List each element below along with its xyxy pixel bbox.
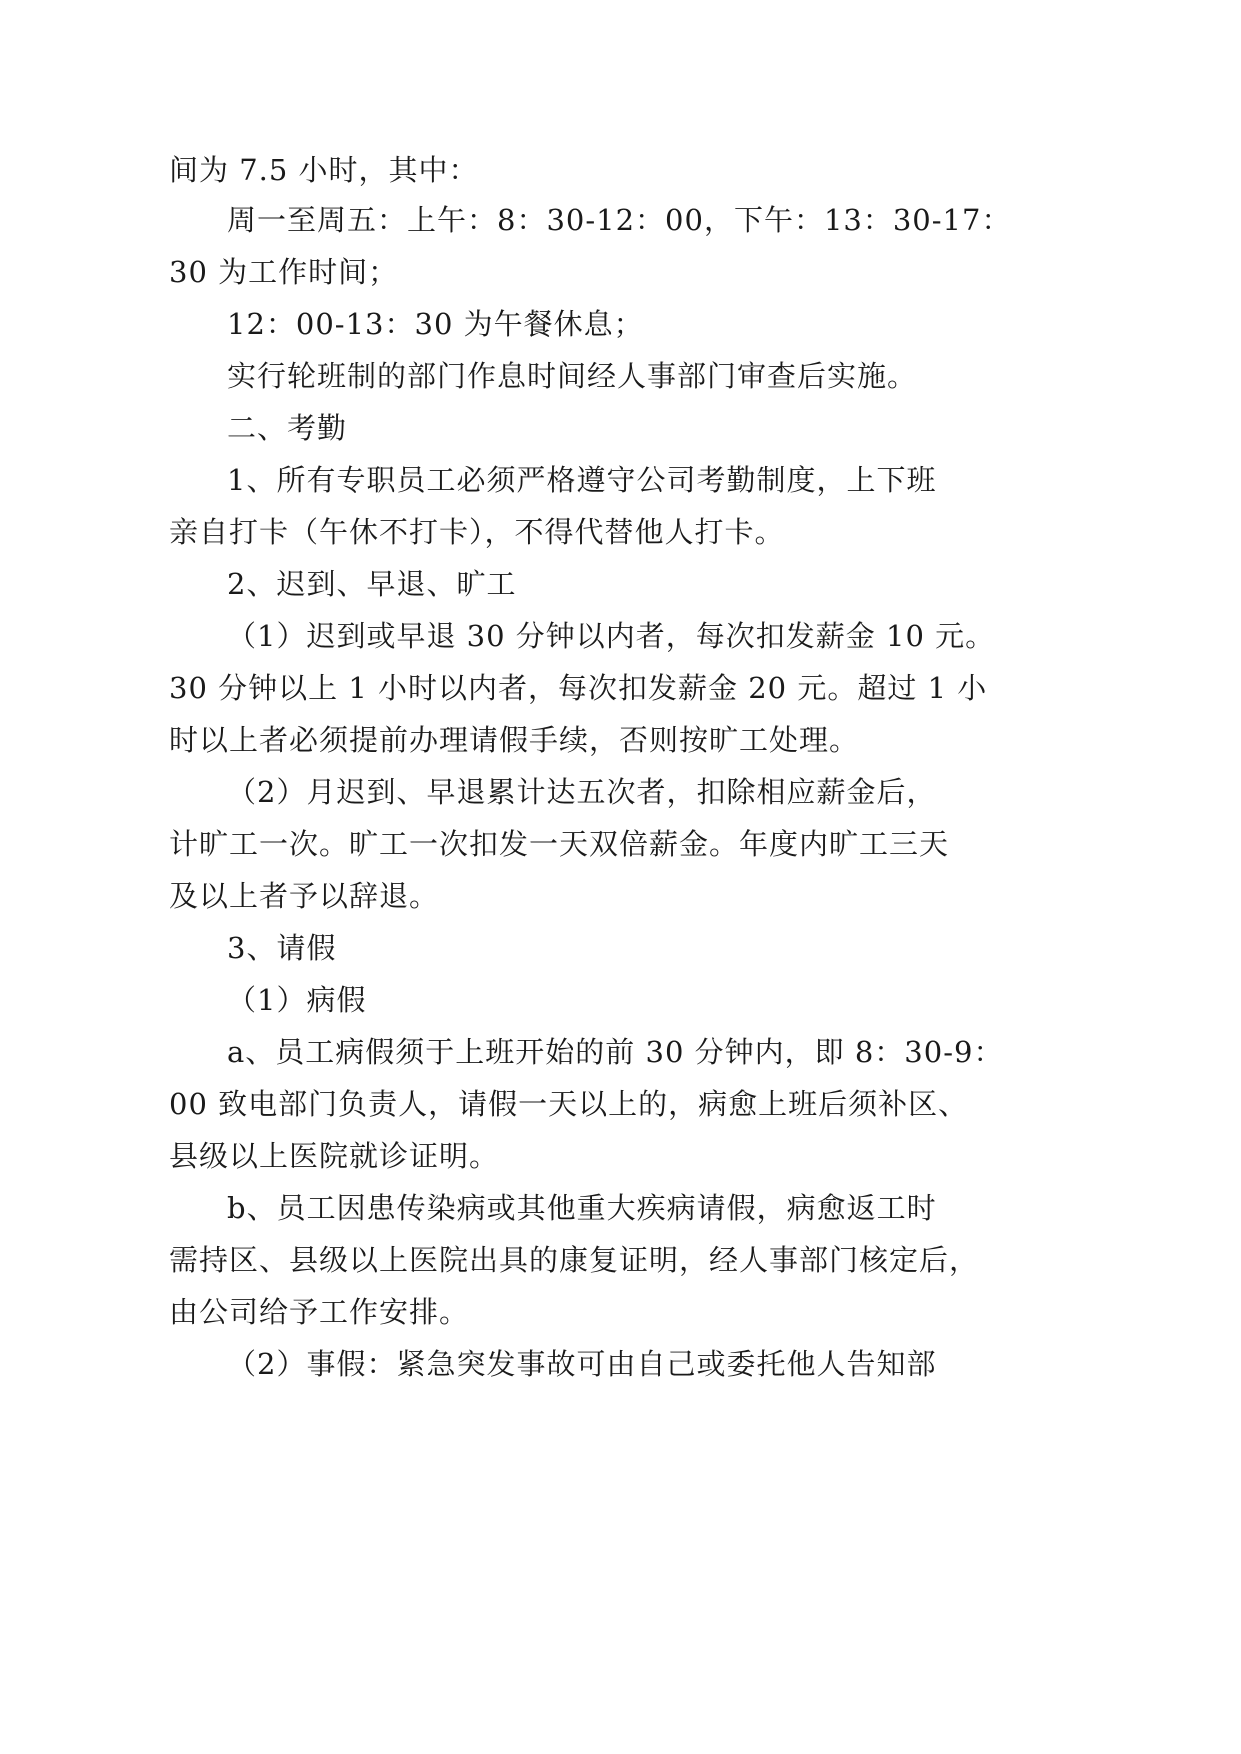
text-line: 周一至周五：上午：8：30-12：00，下午：13：30-17： [227,203,1012,237]
text-line: 由公司给予工作安排。 [169,1295,470,1329]
text-line: 30 为工作时间； [169,255,399,289]
text-line: 00 致电部门负责人，请假一天以上的，病愈上班后须补区、 [169,1087,969,1121]
text-line: （2）月迟到、早退累计达五次者，扣除相应薪金后， [227,775,937,809]
text-line: （1）迟到或早退 30 分钟以内者，每次扣发薪金 10 元。 [227,619,996,653]
text-line: a、员工病假须于上班开始的前 30 分钟内，即 8：30-9： [227,1035,1004,1069]
text-line: 12：00-13：30 为午餐休息； [227,307,644,341]
text-line: 亲自打卡（午休不打卡），不得代替他人打卡。 [169,515,785,549]
text-line: 县级以上医院就诊证明。 [169,1139,500,1173]
subsection-heading: 2、迟到、早退、旷工 [227,567,517,601]
text-line: 时以上者必须提前办理请假手续，否则按旷工处理。 [169,723,860,757]
text-line: （2）事假：紧急突发事故可由自己或委托他人告知部 [227,1347,937,1381]
text-line: 及以上者予以辞退。 [169,879,440,913]
text-line: 间为 7.5 小时，其中： [169,153,479,187]
text-line: 需持区、县级以上医院出具的康复证明，经人事部门核定后， [169,1243,980,1277]
section-heading: 二、考勤 [227,411,348,445]
text-line: 计旷工一次。旷工一次扣发一天双倍薪金。年度内旷工三天 [169,827,950,861]
text-line: b、员工因患传染病或其他重大疾病请假，病愈返工时 [227,1191,937,1225]
item-heading: （1）病假 [227,983,367,1017]
text-line: 30 分钟以上 1 小时以内者，每次扣发薪金 20 元。超过 1 小 [169,671,988,705]
text-line: 1、所有专职员工必须严格遵守公司考勤制度，上下班 [227,463,937,497]
subsection-heading: 3、请假 [227,931,337,965]
text-line: 实行轮班制的部门作息时间经人事部门审查后实施。 [227,359,918,393]
